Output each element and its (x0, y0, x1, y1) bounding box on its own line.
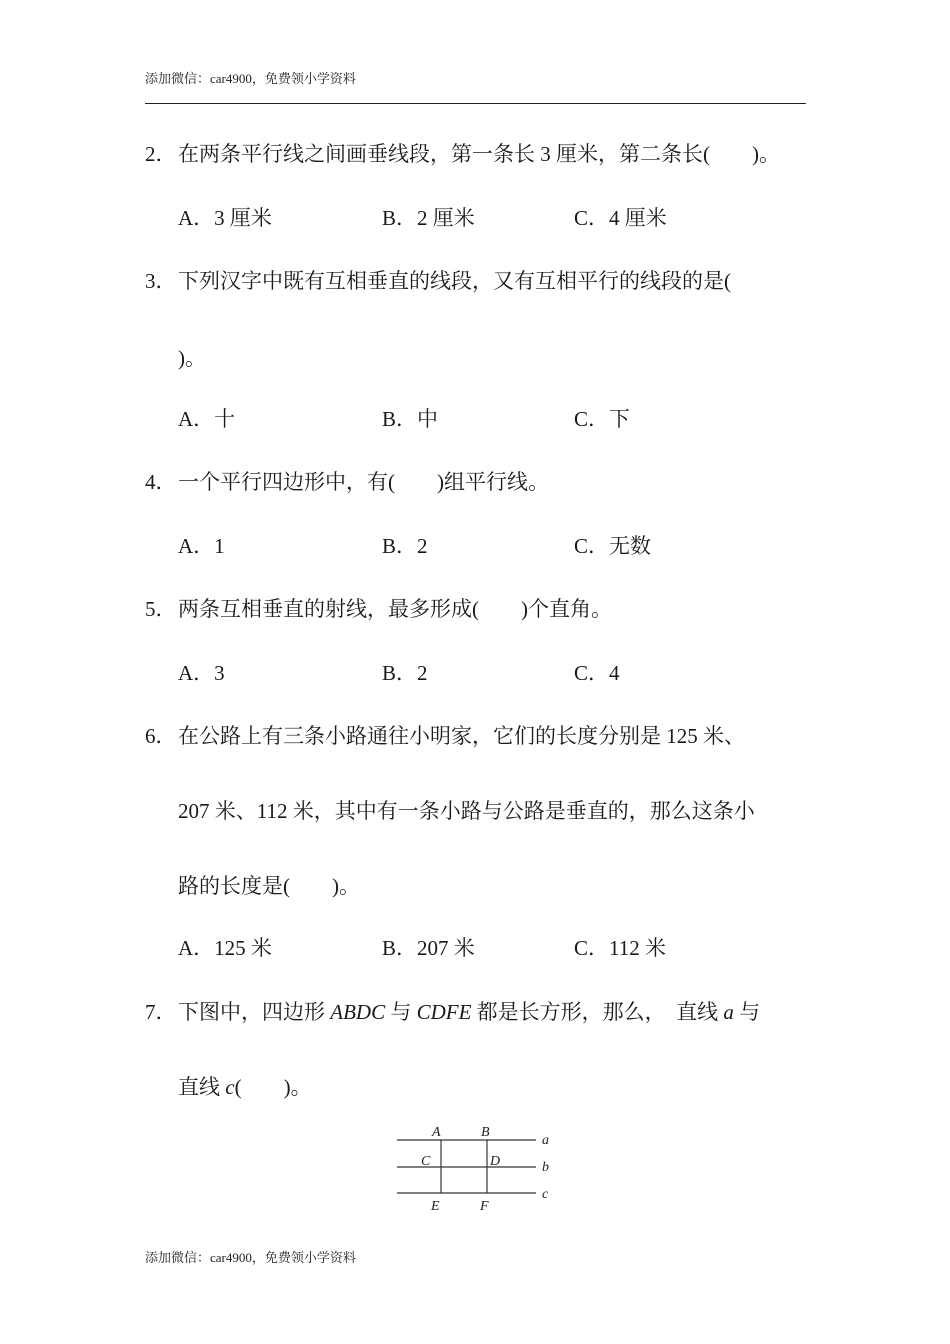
question-stem: 两条互相垂直的射线，最多形成( (178, 597, 479, 621)
question-7 (145, 996, 760, 1026)
point-label-e: E (431, 1199, 440, 1214)
page-header: 添加微信：car4900，免费领小学资料 (145, 71, 356, 86)
option-b[interactable]: B．2 (382, 661, 428, 685)
question-2 (145, 138, 780, 168)
question-stem-end: )。 (283, 1075, 312, 1099)
question-stem-end: )组平行线。 (437, 470, 549, 494)
header-rule (145, 103, 806, 104)
variable-c: c (225, 1075, 235, 1099)
question-stem: 都是长方形，那么， 直线 (471, 1000, 724, 1024)
question-7-line-2 (178, 1071, 312, 1101)
point-label-a: A (432, 1125, 441, 1140)
question-stem: 直线 (178, 1075, 226, 1099)
question-number: 6． (145, 724, 177, 748)
point-label-b: B (481, 1125, 490, 1140)
question-stem: 与 (733, 1000, 761, 1024)
page-footer: 添加微信：car4900，免费领小学资料 (145, 1250, 356, 1265)
option-a[interactable]: A．1 (178, 534, 225, 558)
option-c[interactable]: C．4 (574, 661, 620, 685)
question-stem-end: )个直角。 (521, 597, 612, 621)
option-c[interactable]: C．无数 (574, 534, 652, 558)
option-a[interactable]: A．十 (178, 407, 236, 431)
line-label-b: b (542, 1160, 549, 1175)
option-b[interactable]: B．2 (382, 534, 428, 558)
point-label-f: F (480, 1199, 489, 1214)
question-stem: 下列汉字中既有互相垂直的线段，又有互相平行的线段的是( (178, 269, 731, 293)
option-c[interactable]: C．112 米 (574, 936, 666, 960)
question-stem: 与 (385, 1000, 417, 1024)
question-stem-end: )。 (752, 142, 780, 166)
question-stem: ( (234, 1075, 242, 1099)
variable-abdc: ABDC (330, 1000, 386, 1024)
option-b[interactable]: B．2 厘米 (382, 206, 475, 230)
question-number: 7． (145, 1000, 177, 1024)
question-6-line-2: 207 米、112 米，其中有一条小路与公路是垂直的，那么这条小 (178, 799, 755, 823)
point-label-c: C (421, 1154, 431, 1169)
variable-a: a (723, 1000, 734, 1024)
question-stem: 一个平行四边形中，有( (178, 470, 395, 494)
question-stem-line-1: 在公路上有三条小路通往小明家，它们的长度分别是 125 米、 (178, 724, 745, 748)
variable-cdfe: CDFE (416, 1000, 472, 1024)
question-number: 3． (145, 269, 177, 293)
question-stem: 下图中，四边形 (178, 1000, 331, 1024)
question-4 (145, 466, 549, 496)
question-number: 4． (145, 470, 177, 494)
question-6-line-3 (178, 870, 360, 900)
question-3 (145, 265, 731, 295)
line-label-a: a (542, 1133, 549, 1148)
question-5 (145, 593, 612, 623)
option-a[interactable]: A．3 厘米 (178, 206, 272, 230)
option-a[interactable]: A．3 (178, 661, 225, 685)
question-6 (145, 720, 745, 750)
question-stem: 在两条平行线之间画垂线段，第一条长 3 厘米，第二条长( (178, 142, 710, 166)
question-3-continuation: )。 (178, 346, 206, 370)
option-b[interactable]: B．中 (382, 407, 439, 431)
option-a[interactable]: A．125 米 (178, 936, 272, 960)
option-c[interactable]: C．4 厘米 (574, 206, 667, 230)
option-b[interactable]: B．207 米 (382, 936, 475, 960)
question-number: 5． (145, 597, 177, 621)
question-stem-end: )。 (332, 874, 360, 898)
question-stem: 路的长度是( (178, 874, 290, 898)
option-c[interactable]: C．下 (574, 407, 631, 431)
line-label-c: c (542, 1187, 549, 1202)
question-number: 2． (145, 142, 177, 166)
point-label-d: D (490, 1154, 501, 1169)
rectangles-figure (395, 1120, 560, 1215)
